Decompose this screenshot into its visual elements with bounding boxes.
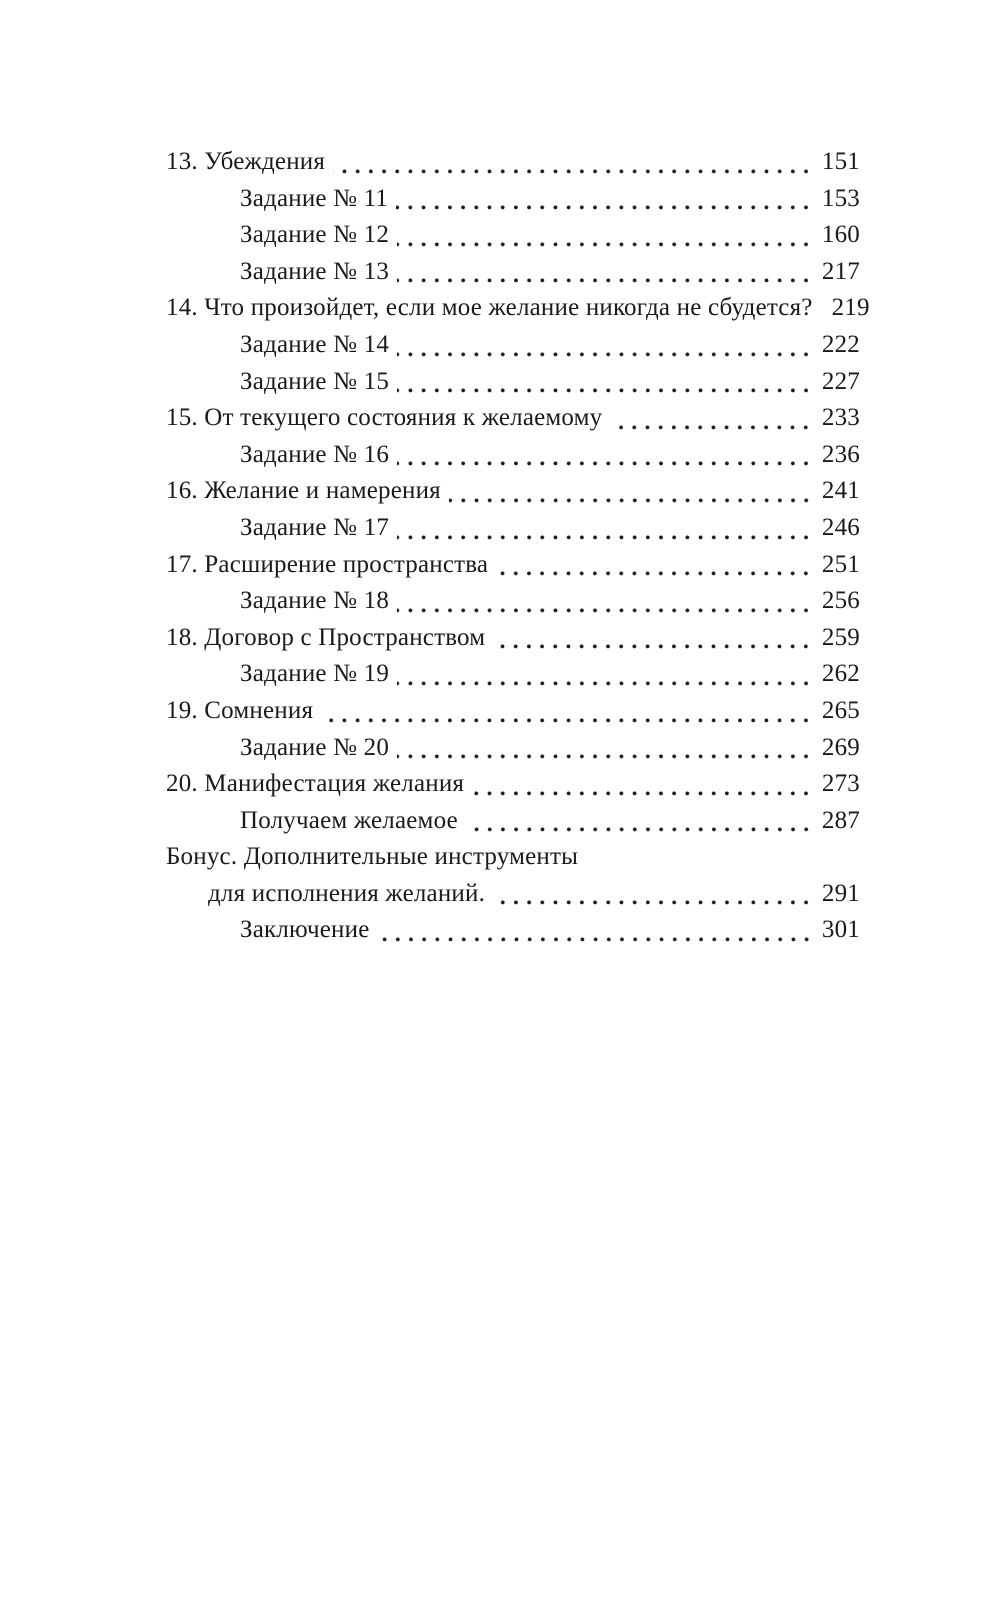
dot-leader	[491, 620, 819, 657]
toc-entry-page: 287	[821, 806, 860, 834]
toc-entry-page: 151	[821, 148, 860, 175]
toc-entry-title: Задание № 11	[240, 184, 389, 212]
dot-leader	[819, 290, 829, 327]
toc-entry-title: Задание № 20	[240, 733, 390, 761]
toc-entry	[166, 290, 870, 327]
toc-entry	[166, 693, 860, 730]
toc-entry-title: 18. Договор с Пространством	[166, 623, 486, 651]
toc-entry-title: Бонус. Дополнительные инструменты	[166, 843, 579, 871]
toc-entry-page: 256	[821, 587, 860, 615]
toc-entry	[166, 766, 860, 803]
toc-entry-title: 14. Что произойдет, если мое желание никогда не сбудется?	[166, 294, 813, 322]
toc-entry-page: 153	[821, 184, 860, 212]
toc-entry-title: Задание № 18	[240, 587, 390, 615]
toc-entry-page: 291	[821, 879, 860, 907]
toc-entry-page: 219	[831, 294, 870, 322]
toc-entry-page: 227	[821, 367, 860, 395]
toc-entry	[166, 327, 860, 364]
toc-entry	[166, 620, 860, 657]
toc-entry-page: 236	[821, 440, 860, 468]
dot-leader	[395, 254, 819, 291]
toc-entry	[166, 839, 860, 876]
toc-list	[166, 144, 870, 949]
toc-entry-title: для исполнения желаний.	[208, 879, 486, 907]
toc-entry	[166, 547, 860, 584]
toc-entry	[166, 437, 860, 474]
toc-entry	[166, 583, 860, 620]
toc-entry-title: Задание № 19	[240, 660, 390, 688]
dot-leader	[376, 912, 819, 949]
toc-entry	[166, 400, 860, 437]
toc-entry-title: Задание № 17	[240, 513, 390, 541]
dot-leader	[331, 144, 819, 181]
dot-leader	[395, 327, 819, 364]
toc-entry-title: 17. Расширение пространства	[166, 550, 489, 578]
dot-leader	[395, 437, 819, 474]
toc-entry	[166, 730, 860, 767]
dot-leader	[608, 400, 819, 437]
dot-leader	[395, 656, 819, 693]
toc-entry-page: 217	[821, 257, 860, 285]
toc-entry	[166, 803, 860, 840]
toc-entry-page: 241	[821, 477, 860, 505]
dot-leader	[491, 876, 819, 913]
toc-entry-page: 233	[821, 404, 860, 432]
dot-leader	[394, 181, 819, 218]
toc-entry-page: 262	[821, 660, 860, 688]
toc-entry-title: Задание № 12	[240, 221, 390, 249]
dot-leader	[395, 217, 819, 254]
dot-leader	[470, 766, 819, 803]
dot-leader	[319, 693, 819, 730]
toc-entry-page: 222	[821, 330, 860, 358]
dot-leader	[395, 510, 819, 547]
toc-entry	[166, 510, 860, 547]
toc-entry-page: 251	[821, 550, 860, 578]
dot-leader	[395, 364, 819, 401]
dot-leader	[395, 583, 819, 620]
toc-entry-title: Задание № 15	[240, 367, 390, 395]
toc-entry	[166, 912, 860, 949]
toc-entry	[166, 473, 860, 510]
toc-entry-title: Задание № 14	[240, 330, 390, 358]
toc-entry-title: 13. Убеждения	[166, 148, 326, 175]
toc-entry-title: Получаем желаемое	[240, 806, 458, 834]
toc-entry-page: 265	[821, 696, 860, 724]
toc-entry-title: Задание № 13	[240, 257, 390, 285]
toc-entry-page: 259	[821, 623, 860, 651]
toc-entry	[166, 656, 860, 693]
toc-entry-title: 15. От текущего состояния к желаемому	[166, 404, 603, 432]
dot-leader	[395, 730, 819, 767]
toc-entry-page: 160	[821, 221, 860, 249]
toc-entry-title: Заключение	[240, 916, 370, 944]
toc-entry	[166, 181, 860, 218]
toc-entry-title: 16. Желание и намерения	[166, 477, 441, 505]
toc-entry-page: 246	[821, 513, 860, 541]
toc-entry	[166, 217, 860, 254]
toc-entry	[166, 144, 860, 181]
dot-leader	[494, 547, 819, 584]
toc-entry	[166, 364, 860, 401]
dot-leader	[464, 803, 819, 840]
toc-entry	[166, 876, 860, 913]
toc-entry-page: 269	[821, 733, 860, 761]
toc-entry-page: 273	[821, 770, 860, 798]
toc-entry-title: Задание № 16	[240, 440, 390, 468]
toc-entry-page: 301	[821, 916, 860, 944]
toc-entry-title: 19. Сомнения	[166, 696, 314, 724]
dot-leader	[447, 473, 819, 510]
toc-entry	[166, 254, 860, 291]
toc-entry-title: 20. Манифестация желания	[166, 770, 465, 798]
